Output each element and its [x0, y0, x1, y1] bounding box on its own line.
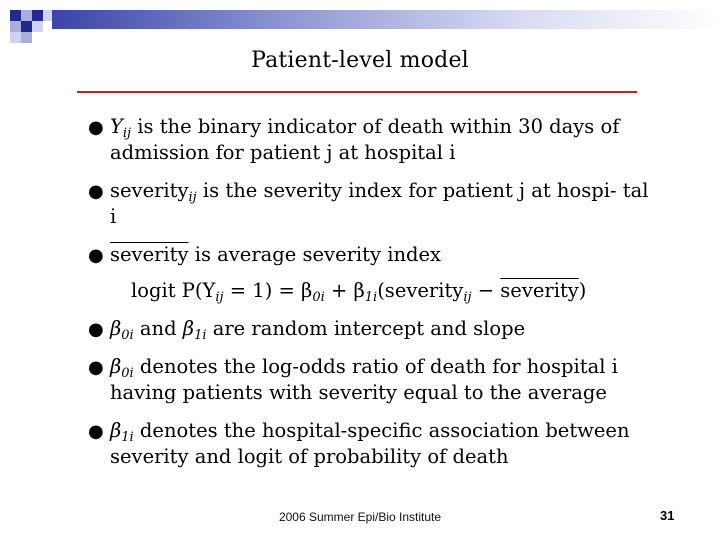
beta-sub: 1i [194, 328, 207, 343]
formula-paren-open: (severity [377, 279, 464, 302]
formula-sev-bar: severity [500, 279, 579, 302]
bullet-icon: ● [88, 245, 104, 266]
formula-sev-sub: ij [463, 290, 472, 305]
bullet-item-1 [88, 114, 658, 166]
bullet-icon: ● [88, 319, 104, 340]
beta-symbol: β [110, 317, 122, 340]
bullet-icon: ● [88, 421, 104, 442]
formula-paren-close: ) [578, 279, 587, 302]
bullet-item-2 [88, 178, 658, 230]
page-number: 31 [660, 508, 675, 523]
formula-minus: − [471, 279, 501, 302]
model-formula [131, 279, 587, 305]
bullet-icon: ● [88, 181, 104, 202]
formula-lhs-sub: ij [215, 290, 224, 305]
footer-text: 2006 Summer Epi/Bio Institute [278, 510, 442, 524]
bullet-text: denotes the log-odds ratio of death for hospital i having patients with severity equal to the average [110, 355, 618, 404]
title-divider [77, 91, 637, 93]
beta-symbol: β [110, 419, 122, 442]
top-gradient-band [52, 10, 720, 29]
bullet-item-3 [88, 242, 658, 268]
bullet-text: and [133, 317, 183, 340]
bullet-var-overline: severity [110, 243, 189, 266]
bullet-text: is the severity index for patient j at hospi- tal i [110, 179, 649, 228]
corner-square-6 [21, 21, 32, 32]
beta-sub: 0i [121, 366, 134, 381]
formula-lhs-tail: = 1) = β [223, 279, 313, 302]
bullet-var: Y [110, 115, 123, 138]
slide-title: Patient-level model [251, 48, 469, 73]
bullet-var-sub: ij [122, 126, 132, 141]
corner-square-3 [32, 10, 43, 21]
beta-symbol: β [182, 317, 195, 340]
corner-square-1 [10, 10, 21, 21]
beta-sub: 0i [121, 328, 134, 343]
bullet-text: is the binary indicator of death within 30 days of admission for patient j at hospital i [110, 115, 620, 164]
bullet-list-2 [88, 316, 658, 482]
bullet-icon: ● [88, 117, 104, 138]
bullet-list [88, 114, 658, 280]
formula-b0-sub: 0i [312, 290, 325, 305]
bullet-text: are random intercept and slope [206, 317, 526, 340]
corner-square-5 [10, 21, 21, 32]
corner-square-2 [21, 10, 32, 21]
bullet-item-5 [88, 354, 658, 406]
bullet-var: severity [110, 179, 189, 202]
corner-square-7 [32, 21, 43, 32]
beta-symbol: β [110, 355, 122, 378]
bullet-icon: ● [88, 357, 104, 378]
corner-square-9 [21, 32, 32, 43]
bullet-text: is average severity index [188, 243, 442, 266]
bullet-item-6 [88, 418, 658, 470]
beta-sub: 1i [121, 430, 134, 445]
formula-lhs: logit P(Y [131, 279, 216, 302]
formula-b1-sub: 1i [364, 290, 378, 305]
corner-square-8 [10, 32, 21, 43]
bullet-var-sub: ij [188, 190, 197, 205]
formula-plus: + β [324, 279, 365, 302]
bullet-text: denotes the hospital-specific association between severity and logit of probability of death [110, 419, 630, 468]
bullet-item-4 [88, 316, 658, 342]
